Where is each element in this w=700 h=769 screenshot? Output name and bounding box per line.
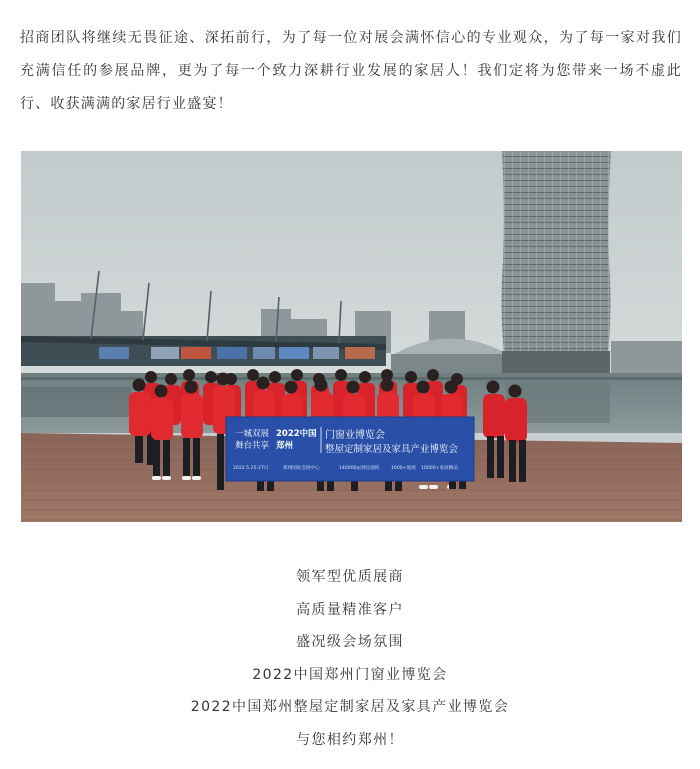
- banner-small-5: 10000+家居精品: [421, 466, 458, 471]
- banner-mid-bottom: 郑州: [276, 441, 294, 451]
- team-photo: [21, 151, 682, 522]
- team-photo-illustration: [21, 151, 682, 522]
- banner-mid-top: 2022中国: [276, 429, 317, 439]
- highlight-lines: [0, 561, 700, 756]
- banner-small-1: 2022.5.25-27日: [233, 466, 269, 471]
- banner-left-bottom: 舞台共享: [235, 441, 270, 451]
- highlight-line: 2022中国郑州整屋定制家居及家具产业博览会: [190, 699, 510, 715]
- banner-small-3: 140000㎡展出面积: [339, 466, 380, 471]
- intro-paragraph: 招商团队将继续无畏征途、深拓前行，为了每一位对展会满怀信心的专业观众，为了每一家对我们充满信任的参展品牌，更为了每一个致力深耕行业发展的家居人！我们定将为您带来一场不虚此行、收获满满的家居行业盛宴！: [20, 30, 682, 112]
- highlight-line: 高质量精准客户: [296, 601, 404, 618]
- banner-left-top: 一城双展: [235, 429, 270, 439]
- highlight-line: 领军型优质展商: [296, 569, 404, 585]
- banner-title-2: 整屋定制家居及家具产业博览会: [325, 444, 459, 455]
- highlight-line: 与您相约郑州！: [296, 731, 404, 748]
- highlight-line: 2022中国郑州门窗业博览会: [252, 666, 448, 683]
- banner-title-1: 门窗业博览会: [325, 430, 385, 441]
- banner-small-2: 郑州国际会展中心: [283, 466, 320, 471]
- highlight-line: 盛况级会场氛围: [296, 634, 404, 650]
- event-banner: [226, 417, 474, 481]
- banner-small-4: 1000+展商: [391, 466, 416, 471]
